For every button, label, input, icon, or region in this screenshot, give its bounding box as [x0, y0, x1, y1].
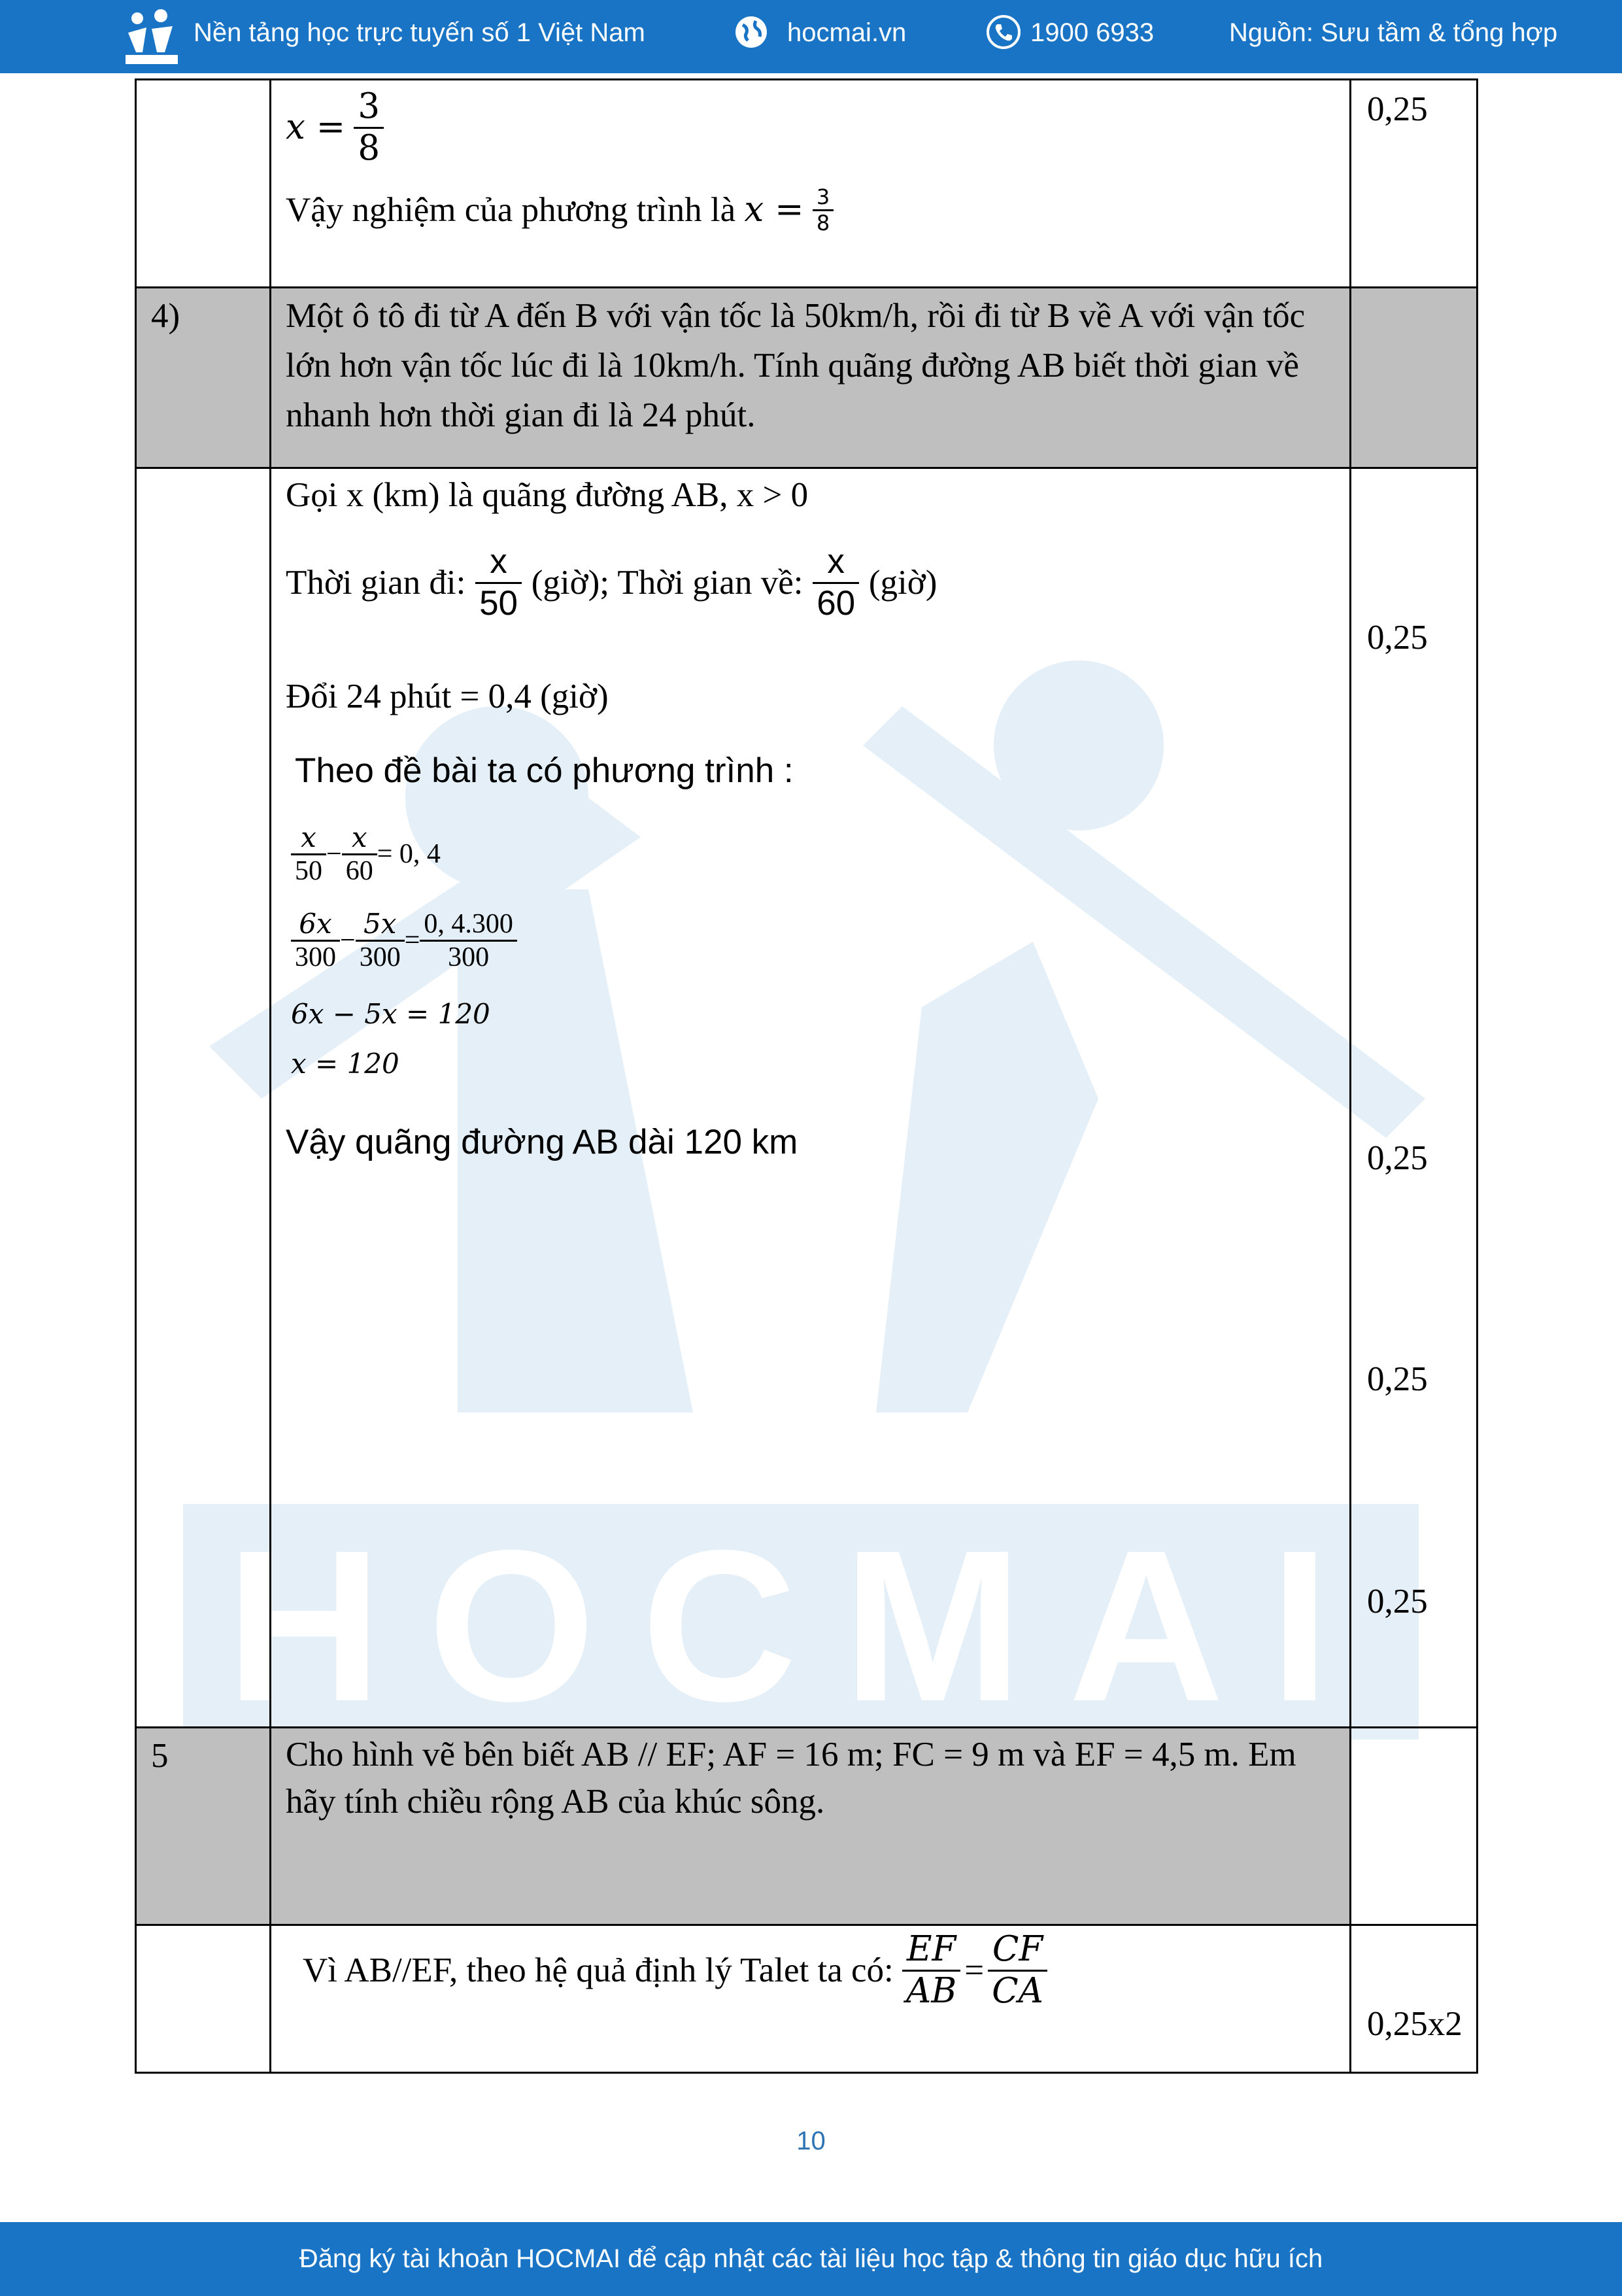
conclusion-text: Vậy nghiệm của phương trình là — [286, 190, 736, 229]
fraction-time-go: $\frac{x}{50}$ — [475, 542, 522, 624]
question-number: 5 — [151, 1737, 169, 1775]
question-score-cell — [1351, 288, 1478, 468]
solution-cell — [271, 1925, 1351, 2073]
score-cell — [1351, 1925, 1478, 2073]
footer-text[interactable]: Đăng ký tài khoản HOCMAI để cập nhật các tài liệu học tập & thông tin giáo dục hữu ích — [299, 2244, 1323, 2273]
row-number-cell — [136, 80, 271, 288]
talet-expression: Vì AB//EF, theo hệ quả định lý Talet ta có: $\frac{EF}{AB}$ = $\frac{CF}{CA}$ — [271, 1926, 1349, 2012]
score-value: 0,25 — [1367, 1583, 1428, 1620]
solution-line: Đổi 24 phút = 0,4 (giờ) — [286, 677, 609, 715]
globe-icon — [734, 14, 769, 50]
fraction: $\frac{3}{8}$ — [354, 87, 384, 169]
watermark-text: HOCMAI — [226, 1505, 1376, 1739]
conclusion-fraction: $\frac{3}{8}$ — [813, 185, 834, 235]
score-value: 0,25x2 — [1367, 2005, 1462, 2043]
question-number-cell — [136, 288, 271, 468]
table-row-question — [136, 1728, 1478, 1925]
fraction: $\frac{x}{60}$ — [342, 822, 377, 887]
fraction-time-back: $\frac{x}{60}$ — [813, 542, 859, 624]
fraction: $\frac{CF}{CA}$ — [988, 1930, 1047, 2012]
solution-cell — [271, 80, 1351, 288]
fraction: $\frac{EF}{AB}$ — [902, 1930, 960, 2012]
header-tagline: Nền tảng học trực tuyến số 1 Việt Nam — [194, 18, 645, 47]
fraction: $\frac{0, 4.300}{300}$ — [420, 908, 517, 974]
page-header — [0, 0, 1622, 73]
answer-table — [135, 78, 1478, 2074]
question-text-cell — [271, 288, 1351, 468]
conclusion-var: x = — [744, 189, 804, 230]
table-row-question — [136, 288, 1478, 468]
question-score-cell — [1351, 1728, 1478, 1925]
solution-conclusion: Vậy quãng đường AB dài 120 km — [286, 1123, 798, 1161]
question-number: 4) — [151, 297, 180, 335]
question-number-cell — [136, 1728, 271, 1925]
solution-line: Gọi x (km) là quãng đường AB, x > 0 — [286, 476, 809, 514]
header-website[interactable]: hocmai.vn — [787, 18, 907, 47]
equation-3: 6x − 5x = 120 — [291, 998, 490, 1030]
score-cell — [1351, 80, 1478, 288]
table-row — [136, 1925, 1478, 2073]
score-value: 0,25 — [1367, 90, 1428, 128]
question-text-cell — [271, 1728, 1351, 1925]
page-footer — [0, 2222, 1622, 2296]
phone-icon — [986, 14, 1021, 50]
row-number-cell — [136, 468, 271, 1728]
header-phone[interactable]: 1900 6933 — [1030, 18, 1155, 47]
hocmai-logo-icon — [123, 7, 180, 67]
equation-lhs: x = — [286, 107, 346, 147]
equation-4: x = 120 — [291, 1048, 399, 1080]
question-text: Một ô tô đi từ A đến B với vận tốc là 50km/h, rồi đi từ B về A với vận tốc lớn hơn vận tốc lúc đi là 10km/h. Tính quãng đường AB biết thời gian về nhanh hơn thời gian đi là 24 phút. — [286, 297, 1306, 434]
score-cell — [1351, 468, 1478, 1728]
score-value: 0,25 — [1367, 1360, 1428, 1398]
equation-1: $\frac{x}{50}$ − $\frac{x}{60}$ = 0, 4 — [291, 822, 441, 887]
fraction: $\frac{5x}{300}$ — [356, 908, 405, 974]
table-row — [136, 468, 1478, 1728]
score-value: 0,25 — [1367, 1139, 1428, 1177]
equation-2: $\frac{6x}{300}$ − $\frac{5x}{300}$ = $\frac{0, 4.300}{300}$ — [291, 908, 517, 974]
fraction: $\frac{6x}{300}$ — [291, 908, 340, 974]
header-source: Nguồn: Sưu tầm & tổng hợp — [1229, 18, 1558, 47]
page-number: 10 — [796, 2127, 826, 2155]
solution-cell — [271, 468, 1351, 1728]
score-value: 0,25 — [1367, 619, 1428, 657]
row-number-cell — [136, 1925, 271, 2073]
equation-intro: Theo đề bài ta có phương trình : — [295, 751, 794, 790]
time-expression: Thời gian đi: $\frac{x}{50}$ (giờ); Thời gian về: $\frac{x}{60}$ (giờ) — [286, 542, 938, 623]
question-text: Cho hình vẽ bên biết AB // EF; AF = 16 m; FC = 9 m và EF = 4,5 m. Em hãy tính chiều rộng AB của khúc sông. — [286, 1736, 1296, 1821]
fraction: $\frac{x}{50}$ — [291, 822, 326, 887]
table-row — [136, 80, 1478, 288]
